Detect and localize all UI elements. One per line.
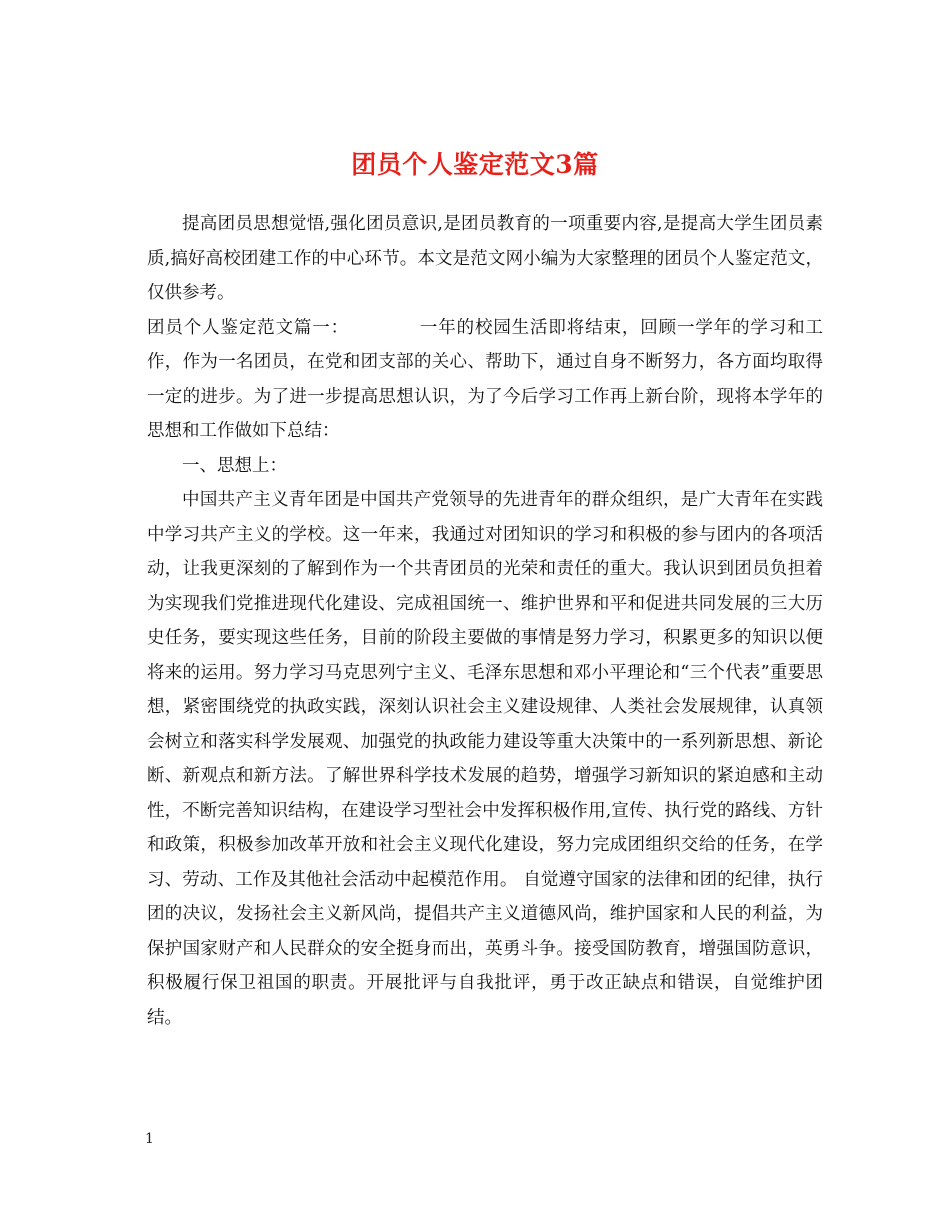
document-title: 团员个人鉴定范文3篇 [351, 149, 599, 179]
intro-paragraph: 提高团员思想觉悟,强化团员意识,是团员教育的一项重要内容,是提高大学生团员素质,搞好高校团建工作的中心环节。本文是范文网小编为大家整理的团员个人鉴定范文，仅供参考。 [147, 214, 823, 303]
section-lead: 一年的校园生活即将结束，回顾一学年的学习和工作，作为一名团员，在党和团支部的关心、帮助下，通过自身不断努力，各方面均取得一定的进步。为了进一步提高思想认识，为了今后学习工作再上新台阶，现将本学年的思想和工作做如下总结： [147, 317, 823, 441]
body-paragraph: 中国共产主义青年团是中国共产党领导的先进青年的群众组织，是广大青年在实践中学习共产主义的学校。这一年来，我通过对团知识的学习和积极的参与团内的各项活动，让我更深刻的了解到作为一个共青团员的光荣和责任的重大。我认识到团员负担着为实现我们党推进现代化建设、完成祖国统一、维护世界和平和促进共同发展的三大历史任务，要实现这些任务，目前的阶段主要做的事情是努力学习，积累更多的知识以便将来的运用。努力学习马克思列宁主义、毛泽东思想和邓小平理论和“三个代表”重要思想，紧密围绕党的执政实践，深刻认识社会主义建设规律、人类社会发展规律，认真领会树立和落实科学发展观、加强党的执政能力建设等重大决策中的一系列新思想、新论断、新观点和新方法。了解世界科学技术发展的趋势，增强学习新知识的紧迫感和主动性，不断完善知识结构，在建设学习型社会中发挥积极作用,宣传、执行党的路线、方针和政策，积极参加改革开放和社会主义现代化建设，努力完成团组织交给的任务，在学习、劳动、工作及其他社会活动中起模范作用。 自觉遵守国家的法律和团的纪律，执行团的决议，发扬社会主义新风尚，提倡共产主义道德风尚，维护国家和人民的利益，为保护国家财产和人民群众的安全挺身而出，英勇斗争。接受国防教育，增强国防意识，积极履行保卫祖国的职责。开展批评与自我批评，勇于改正缺点和错误，自觉维护团结。 [147, 490, 823, 1028]
page-number: 1 [145, 1131, 154, 1147]
document-body [147, 207, 823, 1035]
section-one-paragraph [147, 311, 823, 449]
section-label: 团员个人鉴定范文篇一： [147, 317, 349, 338]
subheading: 一、思想上： [182, 455, 287, 476]
